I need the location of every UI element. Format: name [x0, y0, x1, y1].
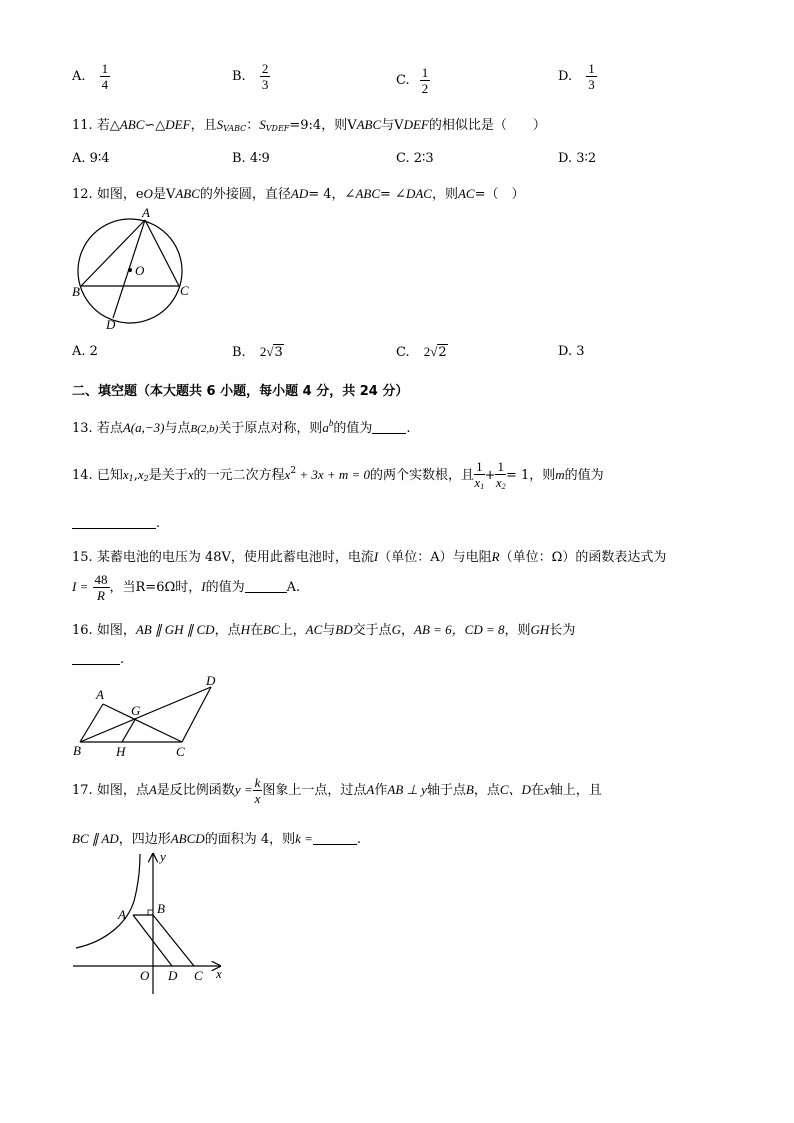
question-17: 17. 如图，点A是反比例函数y = $\frac{k}{x}$ 图象上一点，过点A作AB ⊥ y轴于点B，点C、D在x轴上，且: [72, 775, 602, 806]
circle-figure: [68, 206, 198, 332]
answer-blank[interactable]: [72, 664, 120, 665]
label-b: B: [72, 284, 80, 299]
segment-bc: [153, 915, 194, 966]
label-b: B: [73, 743, 81, 758]
q10-option-b: B. $\frac{2}{3}$: [232, 61, 269, 92]
label-d: D: [206, 673, 216, 688]
label-x: x: [216, 966, 222, 981]
fraction: $\frac{1}{2}$: [421, 65, 429, 96]
q11-option-b: B. 4∶9: [232, 151, 270, 166]
fraction: $\frac{k}{x}$: [254, 775, 261, 806]
question-13: 13. 若点A(a,−3)与点B(2,b)关于原点对称，则$a^b$的值为 .: [72, 418, 411, 436]
segment-ab: [80, 704, 103, 742]
question-11: 11. 若△ABC∽△DEF，且$S_{VABC}$：$S_{VDEF}=9:4$，则VABC与VDEF的相似比是（ ）: [72, 117, 546, 133]
question-17-line2: BC ∥ AD，四边形ABCD的面积为 4，则k = .: [72, 831, 362, 847]
q11-option-a: A. 9∶4: [72, 151, 110, 166]
label-h: H: [116, 744, 126, 759]
label-d: D: [106, 317, 116, 332]
q11-option-c: C. 2∶3: [396, 151, 434, 166]
label-a: A: [142, 206, 150, 220]
label-b: B: [157, 901, 165, 916]
fraction: $\frac{1}{3}$: [588, 61, 595, 92]
question-15-line2: I = $\frac{48}{R}$ ，当R=6Ω时，I的值为 A.: [72, 572, 301, 603]
q10-option-c: C. $\frac{1}{2}$: [396, 65, 429, 96]
q12-option-c: C. 2√2: [396, 344, 447, 360]
answer-blank[interactable]: [313, 844, 357, 845]
answer-blank[interactable]: [72, 528, 156, 529]
label-c: C: [176, 744, 185, 759]
hyperbola-curve: [76, 854, 140, 948]
answer-blank[interactable]: [372, 433, 406, 434]
parallel-lines-figure: [70, 672, 230, 762]
q16-answer-line: .: [72, 652, 124, 667]
q12-option-a: A. 2: [72, 344, 98, 359]
fraction: $\frac{2}{3}$: [261, 61, 269, 92]
question-12: 12. 如图，eO是VABC的外接圆，直径AD= 4，∠ABC= ∠DAC，则AC=（ ）: [72, 186, 525, 202]
question-15: 15. 某蓄电池的电压为 48V，使用此蓄电池时，电流I（单位：A）与电阻R（单位：Ω）的函数表达式为: [72, 549, 667, 565]
q12-option-b: B. 2√3: [232, 344, 283, 360]
fraction: $\frac{1}{x_2}$: [495, 459, 506, 491]
segment-cd: [182, 687, 211, 742]
q10-option-a: A. $\frac{1}{4}$: [72, 61, 109, 92]
fraction: $\frac{1}{x_1}$: [474, 459, 485, 491]
section-heading: 二、填空题（本大题共 6 小题，每小题 4 分，共 24 分）: [72, 384, 409, 399]
label-c: C: [194, 968, 203, 983]
label-o: O: [140, 968, 150, 983]
segment-ac: [103, 704, 182, 742]
q10-option-d: D. $\frac{1}{3}$: [558, 61, 595, 92]
label-a: A: [118, 907, 126, 922]
fraction: $\frac{1}{4}$: [101, 61, 109, 92]
label-a: A: [96, 687, 104, 702]
q12-option-d: D. 3: [558, 344, 585, 359]
label-y: y: [160, 849, 166, 864]
label-d: D: [168, 968, 178, 983]
center-point: [128, 268, 132, 272]
fraction: $\frac{48}{R}$: [94, 572, 108, 603]
question-14: 14. 已知$x_1,x_2$是关于x的一元二次方程$x^2 + 3x + m = 0$的两个实数根，且 $\frac{1}{x_1}$ + $\frac{1}{x_2}$ = 1，则m的值为: [72, 459, 604, 491]
question-16: 16. 如图，AB ∥ GH ∥ CD，点H在BC上，AC与BD交于点G，AB = 6，CD = 8，则GH长为: [72, 622, 576, 638]
hyperbola-figure: [68, 846, 238, 998]
label-g: G: [131, 703, 141, 718]
q14-answer-line: .: [72, 516, 160, 531]
answer-blank[interactable]: [245, 592, 287, 593]
label-o: O: [135, 263, 145, 278]
label-c: C: [180, 283, 189, 298]
right-angle-mark: [148, 910, 153, 915]
q11-option-d: D. 3∶2: [558, 151, 597, 166]
